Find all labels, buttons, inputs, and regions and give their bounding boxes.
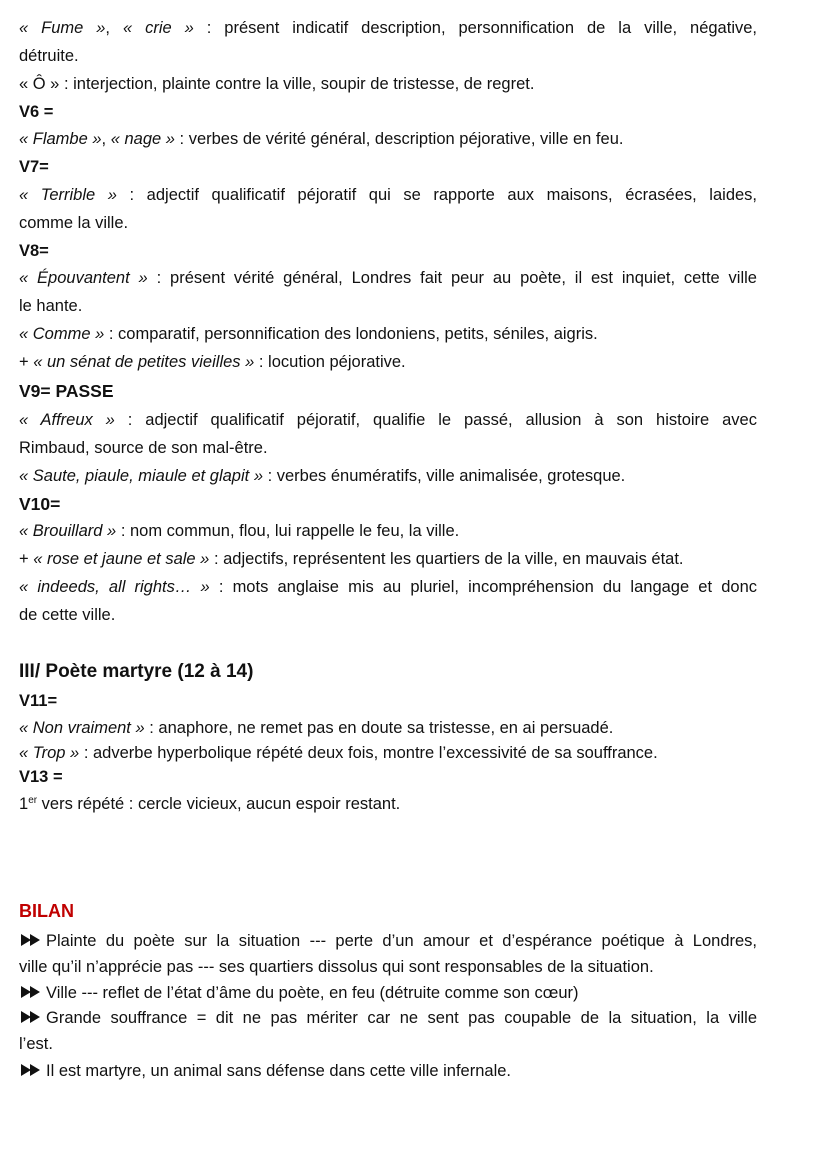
- bullet-text: Plainte du poète sur la situation --- perte d’un amour et d’espérance poétique à Londres,: [46, 932, 757, 950]
- bilan-title: BILAN: [19, 901, 74, 921]
- plus-sign: +: [19, 550, 34, 568]
- separator: ,: [101, 130, 111, 148]
- text-line: [19, 409, 757, 431]
- text-line: [19, 323, 757, 345]
- ordinal-suffix: er: [28, 795, 38, 806]
- bullet-line: [19, 930, 757, 953]
- text-line: « Ô » : interjection, plainte contre la ville, soupir de tristesse, de regret.: [19, 75, 535, 93]
- quote: « Non vraiment »: [19, 719, 145, 737]
- bullet-line: [19, 982, 757, 1005]
- explanation: : anaphore, ne remet pas en doute sa tristesse, en ai persuadé.: [144, 719, 614, 737]
- section-title: III/ Poète martyre (12 à 14): [19, 661, 254, 682]
- quote: « Flambe »: [19, 130, 102, 148]
- quote: « Terrible »: [19, 186, 117, 204]
- bullet-text: Ville --- reflet de l’état d’âme du poète, en feu (détruite comme son cœur): [46, 984, 579, 1002]
- explanation: : adjectifs, représentent les quartiers de la ville, en mauvais état.: [209, 550, 684, 568]
- quote: « rose et jaune et sale »: [33, 550, 210, 568]
- quote: « un sénat de petites vieilles »: [33, 353, 255, 371]
- text-line: [19, 465, 757, 487]
- verse-heading: V13 =: [19, 768, 63, 786]
- text-line: le hante.: [19, 297, 83, 315]
- quote: « Comme »: [19, 325, 105, 343]
- text-line: l’est.: [19, 1035, 53, 1053]
- text-line: [19, 17, 757, 39]
- double-right-arrow-icon: [19, 1061, 44, 1083]
- bullet-line: [19, 1060, 757, 1083]
- text-line: [19, 793, 757, 815]
- text-line: [19, 128, 757, 150]
- text-line: ville qu’il n’apprécie pas --- ses quartiers dissolus qui sont responsables de la situation.: [19, 958, 654, 976]
- double-right-arrow-icon: [19, 1008, 44, 1030]
- text-line: [19, 351, 757, 373]
- text-line: [19, 184, 757, 206]
- text-line: détruite.: [19, 47, 79, 65]
- quote: « crie »: [122, 19, 194, 37]
- text-line: comme la ville.: [19, 214, 129, 232]
- quote: « Saute, piaule, miaule et glapit »: [19, 467, 263, 485]
- quote: « Trop »: [19, 744, 80, 762]
- explanation: : verbes de vérité général, description péjorative, ville en feu.: [174, 130, 624, 148]
- text-line: [19, 548, 757, 570]
- text-line: Rimbaud, source de son mal-être.: [19, 439, 268, 457]
- explanation: vers répété : cercle vicieux, aucun espoir restant.: [37, 795, 401, 813]
- quote: « nage »: [110, 130, 175, 148]
- verse-heading: V6 =: [19, 103, 54, 121]
- separator: ,: [105, 19, 123, 37]
- quote: « Épouvantent »: [19, 269, 148, 287]
- text-line: [19, 717, 757, 739]
- explanation: : locution péjorative.: [254, 353, 406, 371]
- explanation: : mots anglaise mis au pluriel, incompréhension du langage et donc: [209, 578, 757, 596]
- explanation: : verbes énumératifs, ville animalisée, grotesque.: [263, 467, 626, 485]
- verse-heading: V8=: [19, 242, 49, 260]
- bullet-text: Grande souffrance = dit ne pas mériter car ne sent pas coupable de la situation, la ville: [46, 1009, 757, 1027]
- text-line: [19, 576, 757, 598]
- explanation: : adjectif qualificatif péjoratif, qualifie le passé, allusion à son histoire avec: [114, 411, 757, 429]
- double-right-arrow-icon: [19, 931, 44, 953]
- quote: « Fume »: [19, 19, 106, 37]
- verse-heading: V11=: [19, 692, 58, 710]
- text-line: [19, 742, 757, 764]
- explanation: : adjectif qualificatif péjoratif qui se rapporte aux maisons, écrasées, laides,: [116, 186, 758, 204]
- verse-heading: V9= PASSE: [19, 381, 114, 401]
- explanation: : présent vérité général, Londres fait peur au poète, il est inquiet, cette ville: [147, 269, 757, 287]
- explanation: : comparatif, personnification des londoniens, petits, séniles, aigris.: [104, 325, 598, 343]
- explanation: : présent indicatif description, personnification de la ville, négative,: [193, 19, 757, 37]
- verse-heading: V7=: [19, 158, 49, 176]
- explanation: : adverbe hyperbolique répété deux fois, montre l’excessivité de sa souffrance.: [79, 744, 658, 762]
- text-line: [19, 267, 757, 289]
- bullet-line: [19, 1007, 757, 1030]
- quote: « Affreux »: [19, 411, 115, 429]
- verse-heading: V10=: [19, 494, 61, 514]
- text-line: [19, 520, 757, 542]
- ordinal-number: 1: [19, 795, 29, 813]
- text-line: de cette ville.: [19, 606, 116, 624]
- double-right-arrow-icon: [19, 983, 44, 1005]
- explanation: : nom commun, flou, lui rappelle le feu, la ville.: [116, 522, 460, 540]
- quote: « Brouillard »: [19, 522, 117, 540]
- bullet-text: Il est martyre, un animal sans défense dans cette ville infernale.: [46, 1062, 511, 1080]
- quote: « indeeds, all rights… »: [19, 578, 210, 596]
- plus-sign: +: [19, 353, 34, 371]
